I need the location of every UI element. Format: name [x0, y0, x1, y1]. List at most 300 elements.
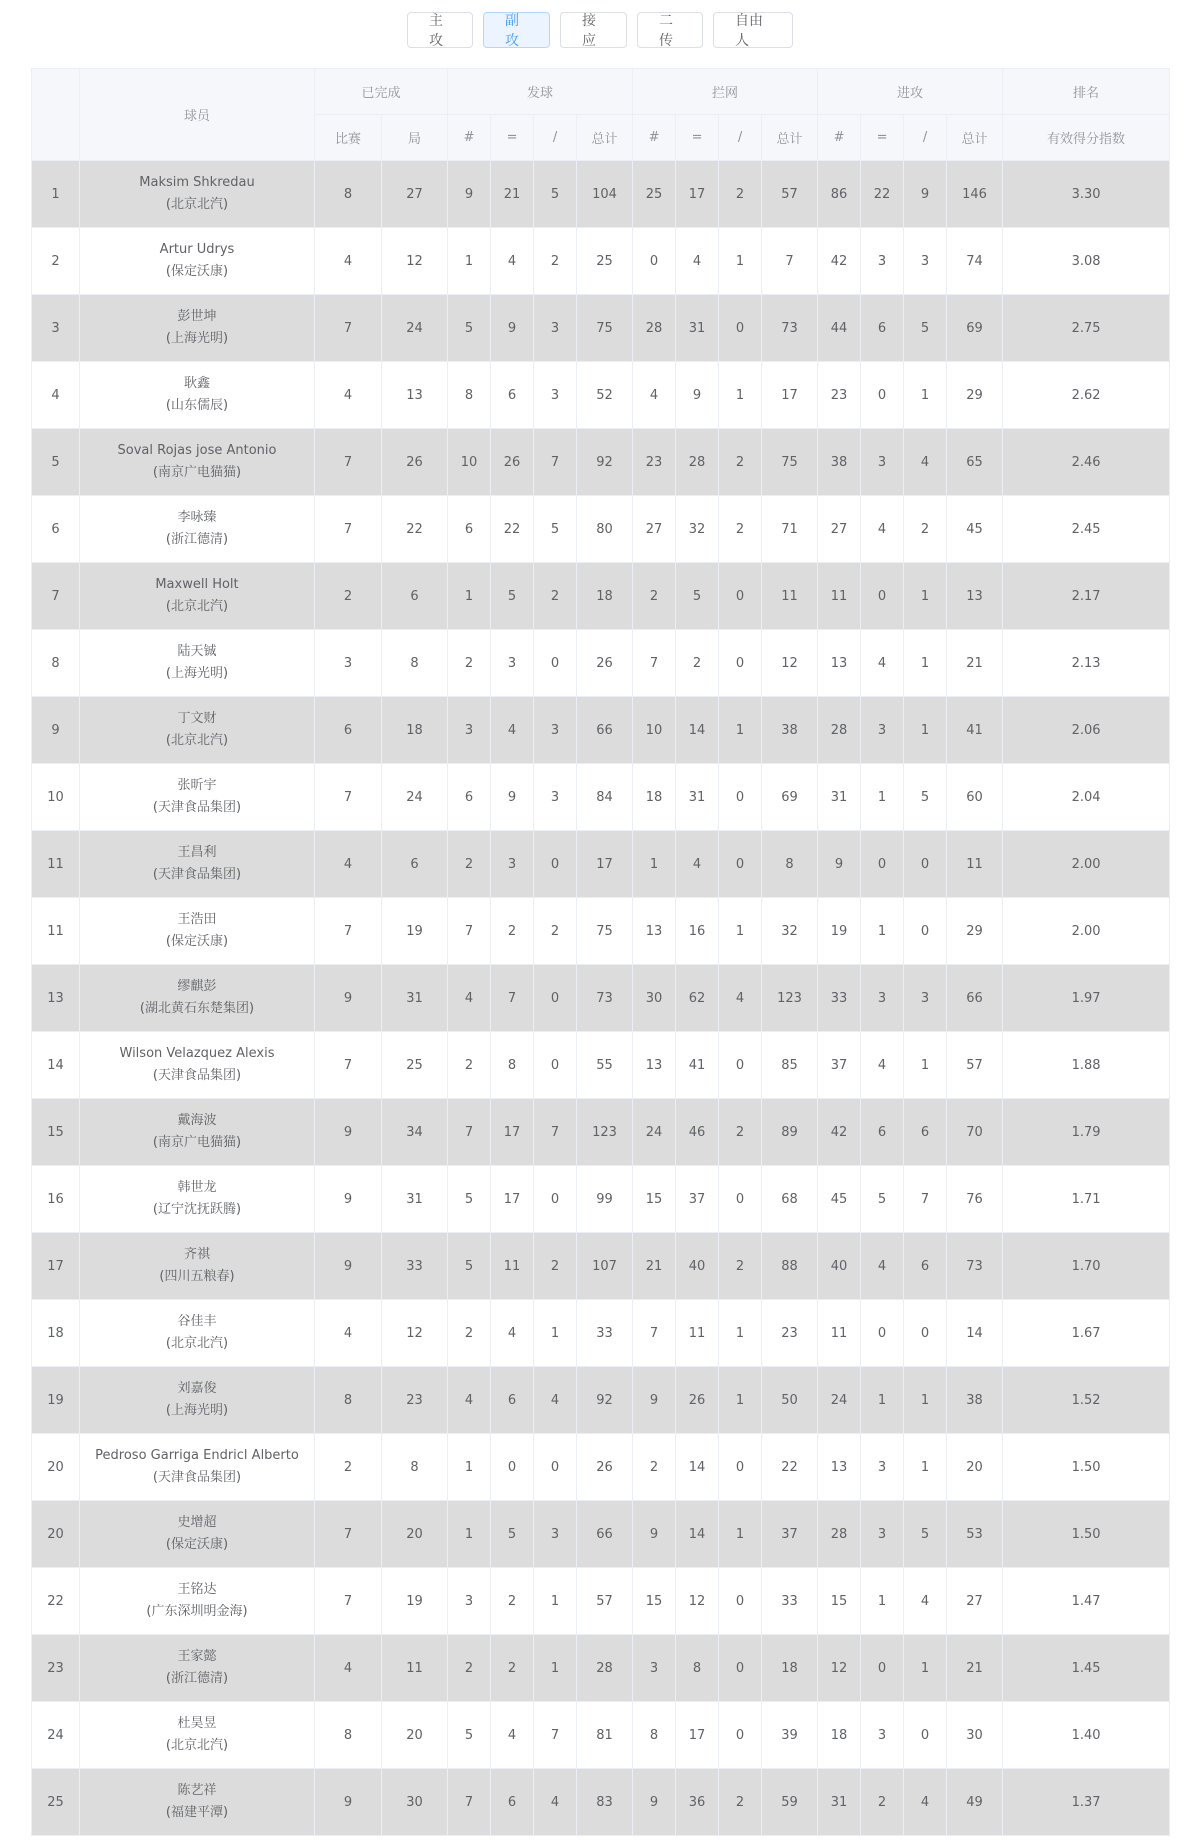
player-name: 齐祺 [183, 1247, 210, 1262]
table-body [32, 161, 1170, 1836]
player-cell [80, 1300, 315, 1367]
serve-total-cell: 83 [577, 1769, 633, 1836]
table-row[interactable] [32, 1434, 1170, 1501]
block-perfect-cell: 23 [633, 429, 676, 496]
block-total-cell: 11 [762, 563, 818, 630]
serve-error-cell: 1 [534, 1300, 577, 1367]
serve-total-cell: 26 [577, 630, 633, 697]
attack-perfect-cell: 28 [818, 1501, 861, 1568]
attack-perfect-cell: 13 [818, 630, 861, 697]
attack-positive-cell: 0 [861, 831, 904, 898]
block-positive-cell: 2 [676, 630, 719, 697]
block-perfect-cell: 13 [633, 898, 676, 965]
block-error-cell: 0 [719, 295, 762, 362]
rank-cell: 22 [32, 1568, 80, 1635]
block-total-cell: 71 [762, 496, 818, 563]
table-row[interactable] [32, 965, 1170, 1032]
header-block-positive: = [676, 115, 719, 161]
block-error-cell: 2 [719, 1769, 762, 1836]
attack-total-cell: 65 [947, 429, 1003, 496]
effective-index-cell: 1.97 [1003, 965, 1170, 1032]
table-row[interactable] [32, 831, 1170, 898]
block-error-cell: 1 [719, 228, 762, 295]
attack-perfect-cell: 11 [818, 1300, 861, 1367]
attack-positive-cell: 1 [861, 1367, 904, 1434]
effective-index-cell: 2.62 [1003, 362, 1170, 429]
serve-error-cell: 0 [534, 630, 577, 697]
attack-error-cell: 1 [904, 362, 947, 429]
rank-cell: 11 [32, 831, 80, 898]
rank-cell: 5 [32, 429, 80, 496]
attack-total-cell: 73 [947, 1233, 1003, 1300]
tab-middle-blocker[interactable]: 副攻 [483, 12, 550, 48]
effective-index-cell: 1.40 [1003, 1702, 1170, 1769]
sets-cell: 26 [382, 429, 448, 496]
block-perfect-cell: 30 [633, 965, 676, 1032]
sets-cell: 23 [382, 1367, 448, 1434]
player-name: 史增超 [177, 1515, 217, 1530]
block-error-cell: 0 [719, 630, 762, 697]
player-team: (南京广电猫猫) [152, 465, 242, 480]
block-error-cell: 1 [719, 697, 762, 764]
block-total-cell: 39 [762, 1702, 818, 1769]
table-row[interactable] [32, 1099, 1170, 1166]
table-row[interactable] [32, 1300, 1170, 1367]
attack-positive-cell: 5 [861, 1166, 904, 1233]
serve-total-cell: 107 [577, 1233, 633, 1300]
sets-cell: 12 [382, 1300, 448, 1367]
player-team: (保定沃康) [165, 264, 229, 279]
attack-error-cell: 2 [904, 496, 947, 563]
rank-cell: 2 [32, 228, 80, 295]
attack-total-cell: 66 [947, 965, 1003, 1032]
header-rank: 排名 [1003, 69, 1170, 115]
attack-total-cell: 27 [947, 1568, 1003, 1635]
table-row[interactable] [32, 161, 1170, 228]
attack-perfect-cell: 42 [818, 228, 861, 295]
attack-error-cell: 1 [904, 697, 947, 764]
header-attack: 进攻 [818, 69, 1003, 115]
player-team: (四川五粮春) [159, 1269, 235, 1284]
player-cell [80, 898, 315, 965]
block-perfect-cell: 4 [633, 362, 676, 429]
header-matches: 比赛 [315, 115, 382, 161]
effective-index-cell: 1.50 [1003, 1434, 1170, 1501]
attack-positive-cell: 1 [861, 764, 904, 831]
serve-error-cell: 3 [534, 362, 577, 429]
serve-positive-cell: 22 [491, 496, 534, 563]
player-team: (北京北汽) [165, 599, 229, 614]
block-total-cell: 85 [762, 1032, 818, 1099]
serve-positive-cell: 2 [491, 1635, 534, 1702]
serve-error-cell: 5 [534, 496, 577, 563]
matches-cell: 2 [315, 563, 382, 630]
serve-positive-cell: 6 [491, 1769, 534, 1836]
sets-cell: 30 [382, 1769, 448, 1836]
player-cell [80, 1367, 315, 1434]
serve-perfect-cell: 6 [448, 496, 491, 563]
header-block-total: 总计 [762, 115, 818, 161]
player-team: (湖北黄石东楚集团) [139, 1001, 255, 1016]
serve-error-cell: 0 [534, 831, 577, 898]
attack-total-cell: 69 [947, 295, 1003, 362]
player-cell [80, 965, 315, 1032]
attack-total-cell: 20 [947, 1434, 1003, 1501]
sets-cell: 22 [382, 496, 448, 563]
sets-cell: 18 [382, 697, 448, 764]
block-total-cell: 89 [762, 1099, 818, 1166]
block-perfect-cell: 9 [633, 1769, 676, 1836]
attack-perfect-cell: 37 [818, 1032, 861, 1099]
sets-cell: 33 [382, 1233, 448, 1300]
attack-positive-cell: 2 [861, 1769, 904, 1836]
serve-perfect-cell: 1 [448, 1501, 491, 1568]
tab-setter[interactable]: 二传 [637, 12, 703, 48]
attack-positive-cell: 3 [861, 228, 904, 295]
block-positive-cell: 4 [676, 228, 719, 295]
serve-perfect-cell: 7 [448, 1769, 491, 1836]
serve-total-cell: 55 [577, 1032, 633, 1099]
attack-positive-cell: 1 [861, 1568, 904, 1635]
header-serve: 发球 [448, 69, 633, 115]
rank-cell: 19 [32, 1367, 80, 1434]
sets-cell: 11 [382, 1635, 448, 1702]
table-row[interactable] [32, 1032, 1170, 1099]
attack-positive-cell: 6 [861, 295, 904, 362]
player-cell [80, 1032, 315, 1099]
block-total-cell: 8 [762, 831, 818, 898]
attack-perfect-cell: 28 [818, 697, 861, 764]
table-row[interactable] [32, 630, 1170, 697]
player-cell [80, 697, 315, 764]
serve-positive-cell: 21 [491, 161, 534, 228]
serve-total-cell: 66 [577, 697, 633, 764]
matches-cell: 4 [315, 831, 382, 898]
block-total-cell: 18 [762, 1635, 818, 1702]
player-team: (浙江德清) [165, 532, 229, 547]
header-attack-perfect: # [818, 115, 861, 161]
block-perfect-cell: 9 [633, 1501, 676, 1568]
attack-total-cell: 29 [947, 362, 1003, 429]
effective-index-cell: 2.00 [1003, 831, 1170, 898]
attack-error-cell: 1 [904, 563, 947, 630]
serve-positive-cell: 26 [491, 429, 534, 496]
attack-positive-cell: 0 [861, 362, 904, 429]
table-row[interactable] [32, 1233, 1170, 1300]
attack-total-cell: 29 [947, 898, 1003, 965]
sets-cell: 24 [382, 764, 448, 831]
effective-index-cell: 1.71 [1003, 1166, 1170, 1233]
player-cell [80, 1501, 315, 1568]
player-team: (浙江德清) [165, 1671, 229, 1686]
serve-total-cell: 81 [577, 1702, 633, 1769]
matches-cell: 9 [315, 1233, 382, 1300]
serve-perfect-cell: 3 [448, 1568, 491, 1635]
block-perfect-cell: 3 [633, 1635, 676, 1702]
player-name: 刘嘉俊 [177, 1381, 217, 1396]
table-row[interactable] [32, 764, 1170, 831]
player-team: (上海光明) [165, 1403, 229, 1418]
attack-perfect-cell: 9 [818, 831, 861, 898]
serve-total-cell: 33 [577, 1300, 633, 1367]
table-row[interactable] [32, 1568, 1170, 1635]
block-positive-cell: 26 [676, 1367, 719, 1434]
attack-positive-cell: 6 [861, 1099, 904, 1166]
serve-positive-cell: 8 [491, 1032, 534, 1099]
serve-total-cell: 66 [577, 1501, 633, 1568]
attack-error-cell: 0 [904, 831, 947, 898]
serve-error-cell: 0 [534, 1434, 577, 1501]
attack-positive-cell: 22 [861, 161, 904, 228]
table-row[interactable] [32, 1166, 1170, 1233]
tab-outside-hitter[interactable]: 主攻 [407, 12, 473, 48]
sets-cell: 6 [382, 563, 448, 630]
serve-total-cell: 75 [577, 898, 633, 965]
player-name: 缪麒彭 [177, 979, 217, 994]
matches-cell: 9 [315, 1166, 382, 1233]
attack-perfect-cell: 13 [818, 1434, 861, 1501]
player-cell [80, 1769, 315, 1836]
player-name: 王铭达 [177, 1582, 217, 1597]
serve-perfect-cell: 2 [448, 1032, 491, 1099]
serve-total-cell: 123 [577, 1099, 633, 1166]
attack-error-cell: 5 [904, 1501, 947, 1568]
rank-cell: 13 [32, 965, 80, 1032]
table-row[interactable] [32, 898, 1170, 965]
attack-total-cell: 41 [947, 697, 1003, 764]
sets-cell: 12 [382, 228, 448, 295]
matches-cell: 4 [315, 1300, 382, 1367]
block-positive-cell: 32 [676, 496, 719, 563]
attack-perfect-cell: 40 [818, 1233, 861, 1300]
player-name: 彭世坤 [177, 309, 217, 324]
player-team: (保定沃康) [165, 934, 229, 949]
attack-error-cell: 9 [904, 161, 947, 228]
serve-perfect-cell: 4 [448, 1367, 491, 1434]
attack-perfect-cell: 86 [818, 161, 861, 228]
block-error-cell: 0 [719, 764, 762, 831]
serve-positive-cell: 0 [491, 1434, 534, 1501]
block-error-cell: 1 [719, 1300, 762, 1367]
rank-cell: 20 [32, 1501, 80, 1568]
serve-error-cell: 0 [534, 965, 577, 1032]
tab-libero[interactable]: 自由人 [713, 12, 793, 48]
serve-error-cell: 2 [534, 228, 577, 295]
header-sets: 局 [382, 115, 448, 161]
header-attack-positive: = [861, 115, 904, 161]
block-error-cell: 2 [719, 161, 762, 228]
player-name: 韩世龙 [177, 1180, 217, 1195]
rank-cell: 1 [32, 161, 80, 228]
matches-cell: 7 [315, 1501, 382, 1568]
block-error-cell: 2 [719, 1099, 762, 1166]
sets-cell: 8 [382, 1434, 448, 1501]
attack-total-cell: 38 [947, 1367, 1003, 1434]
attack-error-cell: 1 [904, 1032, 947, 1099]
serve-positive-cell: 11 [491, 1233, 534, 1300]
table-row[interactable] [32, 295, 1170, 362]
table-row[interactable] [32, 1367, 1170, 1434]
block-total-cell: 7 [762, 228, 818, 295]
serve-error-cell: 3 [534, 764, 577, 831]
attack-error-cell: 6 [904, 1099, 947, 1166]
block-error-cell: 1 [719, 898, 762, 965]
table-row[interactable] [32, 1702, 1170, 1769]
serve-total-cell: 104 [577, 161, 633, 228]
serve-error-cell: 0 [534, 1166, 577, 1233]
attack-total-cell: 53 [947, 1501, 1003, 1568]
serve-perfect-cell: 5 [448, 1166, 491, 1233]
block-positive-cell: 14 [676, 697, 719, 764]
block-total-cell: 22 [762, 1434, 818, 1501]
serve-positive-cell: 4 [491, 228, 534, 295]
matches-cell: 3 [315, 630, 382, 697]
table-row[interactable] [32, 429, 1170, 496]
effective-index-cell: 1.79 [1003, 1099, 1170, 1166]
attack-perfect-cell: 45 [818, 1166, 861, 1233]
rank-cell: 4 [32, 362, 80, 429]
tab-opposite[interactable]: 接应 [560, 12, 627, 48]
header-effective-index: 有效得分指数 [1003, 115, 1170, 161]
block-total-cell: 123 [762, 965, 818, 1032]
serve-total-cell: 28 [577, 1635, 633, 1702]
serve-total-cell: 52 [577, 362, 633, 429]
matches-cell: 7 [315, 764, 382, 831]
serve-positive-cell: 6 [491, 362, 534, 429]
serve-positive-cell: 7 [491, 965, 534, 1032]
effective-index-cell: 2.46 [1003, 429, 1170, 496]
player-name: 杜昊昱 [177, 1716, 217, 1731]
block-total-cell: 59 [762, 1769, 818, 1836]
matches-cell: 9 [315, 965, 382, 1032]
rank-cell: 24 [32, 1702, 80, 1769]
player-name: 李咏臻 [177, 510, 217, 525]
serve-positive-cell: 9 [491, 764, 534, 831]
serve-positive-cell: 3 [491, 630, 534, 697]
table-row[interactable] [32, 1635, 1170, 1702]
block-positive-cell: 46 [676, 1099, 719, 1166]
attack-positive-cell: 3 [861, 1434, 904, 1501]
attack-error-cell: 3 [904, 965, 947, 1032]
block-total-cell: 75 [762, 429, 818, 496]
block-perfect-cell: 15 [633, 1568, 676, 1635]
block-perfect-cell: 2 [633, 1434, 676, 1501]
block-perfect-cell: 27 [633, 496, 676, 563]
serve-error-cell: 1 [534, 1635, 577, 1702]
header-completed: 已完成 [315, 69, 448, 115]
block-perfect-cell: 7 [633, 630, 676, 697]
block-positive-cell: 37 [676, 1166, 719, 1233]
table-row[interactable] [32, 228, 1170, 295]
block-positive-cell: 41 [676, 1032, 719, 1099]
table-row[interactable] [32, 496, 1170, 563]
serve-positive-cell: 4 [491, 1702, 534, 1769]
rank-cell: 20 [32, 1434, 80, 1501]
effective-index-cell: 1.52 [1003, 1367, 1170, 1434]
attack-positive-cell: 1 [861, 898, 904, 965]
matches-cell: 7 [315, 429, 382, 496]
serve-positive-cell: 6 [491, 1367, 534, 1434]
header-block-error: / [719, 115, 762, 161]
block-positive-cell: 36 [676, 1769, 719, 1836]
table-row[interactable] [32, 563, 1170, 630]
sets-cell: 27 [382, 161, 448, 228]
block-error-cell: 1 [719, 1501, 762, 1568]
table-row[interactable] [32, 362, 1170, 429]
player-team: (天津食品集团) [152, 1470, 242, 1485]
serve-perfect-cell: 6 [448, 764, 491, 831]
block-total-cell: 33 [762, 1568, 818, 1635]
attack-perfect-cell: 38 [818, 429, 861, 496]
block-positive-cell: 4 [676, 831, 719, 898]
effective-index-cell: 2.00 [1003, 898, 1170, 965]
serve-error-cell: 2 [534, 1233, 577, 1300]
serve-positive-cell: 4 [491, 697, 534, 764]
effective-index-cell: 1.70 [1003, 1233, 1170, 1300]
rank-cell: 14 [32, 1032, 80, 1099]
effective-index-cell: 2.17 [1003, 563, 1170, 630]
block-total-cell: 73 [762, 295, 818, 362]
block-error-cell: 0 [719, 1434, 762, 1501]
attack-perfect-cell: 33 [818, 965, 861, 1032]
block-positive-cell: 9 [676, 362, 719, 429]
serve-error-cell: 3 [534, 1501, 577, 1568]
attack-perfect-cell: 24 [818, 1367, 861, 1434]
rank-cell: 11 [32, 898, 80, 965]
effective-index-cell: 1.47 [1003, 1568, 1170, 1635]
header-player: 球员 [80, 69, 315, 161]
player-cell [80, 1166, 315, 1233]
player-cell [80, 228, 315, 295]
serve-error-cell: 3 [534, 697, 577, 764]
table-row[interactable] [32, 697, 1170, 764]
attack-positive-cell: 3 [861, 1702, 904, 1769]
rank-cell: 15 [32, 1099, 80, 1166]
attack-positive-cell: 4 [861, 630, 904, 697]
attack-error-cell: 3 [904, 228, 947, 295]
rank-cell: 23 [32, 1635, 80, 1702]
matches-cell: 8 [315, 1702, 382, 1769]
table-row[interactable] [32, 1501, 1170, 1568]
attack-perfect-cell: 11 [818, 563, 861, 630]
block-error-cell: 2 [719, 429, 762, 496]
player-cell [80, 630, 315, 697]
serve-perfect-cell: 3 [448, 697, 491, 764]
rank-cell: 10 [32, 764, 80, 831]
matches-cell: 6 [315, 697, 382, 764]
serve-perfect-cell: 2 [448, 831, 491, 898]
header-serve-positive: = [491, 115, 534, 161]
serve-perfect-cell: 2 [448, 1635, 491, 1702]
player-cell [80, 1233, 315, 1300]
player-name: 耿鑫 [183, 376, 210, 391]
sets-cell: 20 [382, 1702, 448, 1769]
player-cell [80, 831, 315, 898]
block-total-cell: 37 [762, 1501, 818, 1568]
serve-positive-cell: 2 [491, 1568, 534, 1635]
table-row[interactable] [32, 1769, 1170, 1836]
serve-perfect-cell: 2 [448, 1300, 491, 1367]
block-perfect-cell: 15 [633, 1166, 676, 1233]
player-name: 王昌利 [177, 845, 217, 860]
serve-perfect-cell: 5 [448, 1702, 491, 1769]
attack-error-cell: 0 [904, 898, 947, 965]
matches-cell: 7 [315, 1032, 382, 1099]
attack-total-cell: 70 [947, 1099, 1003, 1166]
attack-error-cell: 4 [904, 1769, 947, 1836]
player-cell [80, 1568, 315, 1635]
player-name: 陈艺祥 [177, 1783, 217, 1798]
